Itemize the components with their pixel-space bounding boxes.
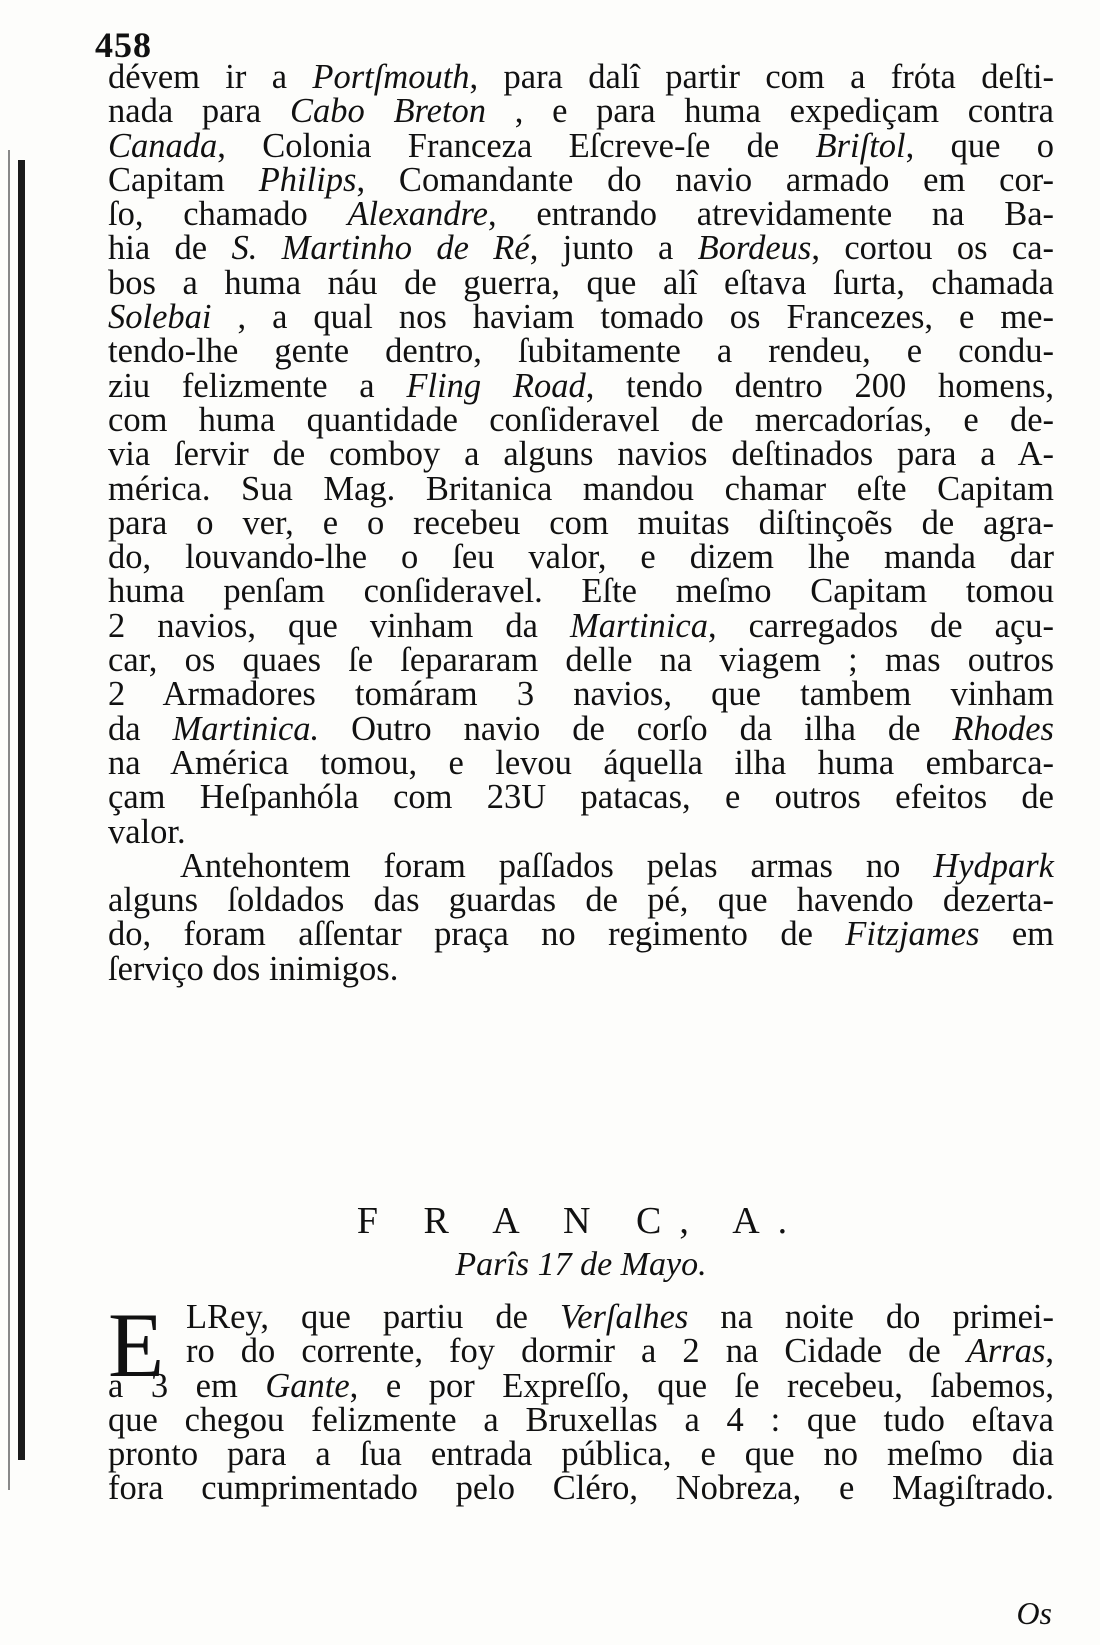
italic-name: Alexandre xyxy=(347,195,488,234)
text-line xyxy=(108,915,1054,954)
text-line xyxy=(108,538,1054,577)
text-run: 2 Armadores tomáram 3 navios, que tambem vinham xyxy=(108,675,1054,714)
body-text xyxy=(108,60,1054,986)
text-run: çam Heſpanhóla com 23U patacas, e outros efeitos de xyxy=(108,778,1054,817)
text-line xyxy=(108,572,1054,611)
text-run: , e para huma expediçam contra xyxy=(486,92,1054,131)
section-2-lines xyxy=(108,1294,1054,1508)
text-line xyxy=(108,641,1054,680)
text-run: Capitam xyxy=(108,160,259,199)
section-dateline: Parîs 17 de Mayo. xyxy=(455,1246,707,1283)
text-line xyxy=(108,195,1055,234)
text-run: ziu felizmente a xyxy=(108,366,407,405)
text-line xyxy=(108,435,1054,474)
text-line xyxy=(108,503,1054,542)
text-run: do, foram aſſentar praça no regimento de xyxy=(108,915,846,954)
text-run: em xyxy=(979,915,1054,954)
text-line xyxy=(108,675,1054,714)
text-line xyxy=(108,881,1054,920)
italic-name: Hydpark xyxy=(933,846,1054,885)
paragraph-1 xyxy=(108,60,1054,849)
text-line xyxy=(108,949,1054,988)
italic-name: Portſmouth xyxy=(312,58,470,96)
text-run: , para dalî partir com a frόta deſti- xyxy=(469,58,1054,96)
text-line xyxy=(108,60,1054,94)
text-run: via ſervir de comboy a alguns navios deſtinados para a A- xyxy=(108,435,1054,474)
text-line xyxy=(108,126,1054,165)
text-run: 2 navios, que vinham da xyxy=(108,606,570,645)
text-run: da xyxy=(108,709,173,748)
text-run: fora cumprimentado pelo Cléro, Nobreza, e Magiſtrado. xyxy=(108,1469,1054,1508)
section-2-body xyxy=(108,1294,1054,1508)
italic-name: Cabo Breton xyxy=(289,92,487,131)
text-run: a 3 em xyxy=(108,1366,266,1405)
text-run: Outro navio de corſo da ilha de xyxy=(319,709,953,748)
text-run: dévem ir a xyxy=(108,58,313,96)
text-run: , a qual nos haviam tomado os Francezes, e me- xyxy=(211,298,1054,337)
section-heading-country: F R A N C, A. xyxy=(356,1200,806,1242)
text-run: , e por Expreſſo, que ſe recebeu, ſabemos, xyxy=(349,1366,1054,1405)
text-run: que chegou felizmente a Bruxellas a 4 : que tudo eſtava xyxy=(108,1400,1054,1439)
text-run: , xyxy=(1045,1332,1054,1371)
text-run: , que o xyxy=(905,126,1054,165)
text-line xyxy=(108,1366,1054,1405)
text-line xyxy=(108,1435,1054,1474)
italic-name: Fling Road xyxy=(406,366,586,405)
text-run: na noite do primei- xyxy=(688,1298,1054,1336)
text-line xyxy=(108,229,1054,268)
italic-name: Martinica xyxy=(569,606,708,645)
text-run: , cortou os ca- xyxy=(811,229,1054,268)
text-line xyxy=(108,332,1054,371)
text-run: car, os quaes ſe ſepararam delle na viagem ; mas outros xyxy=(108,641,1054,680)
catchword: Os xyxy=(1016,1595,1052,1631)
italic-name: Verſalhes xyxy=(559,1298,689,1336)
text-line xyxy=(108,709,1054,748)
text-run: bos a huma náu de guerra, que alî eſtava ſurta, chamada xyxy=(108,263,1054,302)
text-run: huma penſam conſideravel. Eſte meſmo Capitam tomou xyxy=(108,572,1054,611)
text-line xyxy=(108,1469,1054,1508)
text-run: , junto a xyxy=(529,229,698,268)
text-run: na América tomou, e levou áquella ilha huma embarca- xyxy=(108,743,1054,782)
text-line xyxy=(108,469,1054,508)
text-line xyxy=(108,298,1054,337)
text-run: , carregados de açu- xyxy=(707,606,1054,645)
text-line xyxy=(108,366,1055,405)
text-run: , Comandante do navio armado em cor- xyxy=(356,160,1054,199)
italic-name: Martinica. xyxy=(172,709,320,748)
text-run: com huma quantidade conſideravel de mercadorías, e de- xyxy=(108,400,1054,439)
text-line xyxy=(108,812,1054,851)
text-run: , entrando atrevidamente na Ba- xyxy=(487,195,1055,234)
page-edge-shadow xyxy=(8,150,10,1490)
italic-name: Bordeus xyxy=(697,229,812,268)
text-line xyxy=(108,1300,1054,1334)
text-line xyxy=(108,92,1054,131)
page-number: 458 xyxy=(95,25,152,65)
italic-name: Arras xyxy=(966,1332,1046,1371)
text-line xyxy=(108,160,1054,199)
text-run: , Colonia Franceza Eſcreve-ſe de xyxy=(217,126,816,165)
italic-name: Solebai xyxy=(108,298,212,337)
text-run: pronto para a ſua entrada pública, e que no meſmo dia xyxy=(108,1435,1054,1474)
text-run: , tendo dentro 200 homens, xyxy=(585,366,1055,405)
text-line xyxy=(108,778,1054,817)
text-line xyxy=(108,1400,1054,1439)
italic-name: Fitzjames xyxy=(845,915,980,954)
italic-name: S. Martinho de Ré xyxy=(231,229,530,268)
text-run: ro do corrente, foy dormir a 2 na Cidade de xyxy=(186,1332,967,1371)
text-run: tendo-lhe gente dentro, ſubitamente a rendeu, e condu- xyxy=(108,332,1054,371)
text-run: hia de xyxy=(108,229,232,268)
text-line xyxy=(108,743,1054,782)
text-run: ſerviço dos inimigos. xyxy=(108,949,399,988)
text-run: Antehontem foram paſſados pelas armas no xyxy=(180,846,934,885)
text-run: para o ver, e o recebeu com muitas diſtinçoẽs de agra- xyxy=(108,503,1054,542)
italic-name: Canada xyxy=(108,126,218,165)
paragraph-2 xyxy=(108,846,1054,988)
text-run: ſo, chamado xyxy=(108,195,348,234)
binding-edge xyxy=(18,160,25,1460)
text-line xyxy=(108,1332,1054,1371)
text-run: alguns ſoldados das guardas de pé, que havendo dezerta- xyxy=(108,881,1054,920)
italic-name: Rhodes xyxy=(952,709,1054,748)
text-run: do, louvando-lhe o ſeu valor, e dizem lhe manda dar xyxy=(108,538,1054,577)
text-run: LRey, que partiu de xyxy=(186,1298,560,1336)
italic-name: Briſtol xyxy=(815,126,906,165)
text-run: mérica. Sua Mag. Britanica mandou chamar eſte Capitam xyxy=(108,469,1054,508)
text-line xyxy=(108,606,1054,645)
text-line xyxy=(108,846,1054,885)
drop-cap: E xyxy=(108,1294,165,1396)
text-line xyxy=(108,263,1054,302)
text-run: nada para xyxy=(108,92,290,131)
italic-name: Gante xyxy=(265,1366,350,1405)
text-line xyxy=(108,400,1054,439)
italic-name: Philips xyxy=(258,160,357,199)
text-run: valor. xyxy=(108,812,186,851)
